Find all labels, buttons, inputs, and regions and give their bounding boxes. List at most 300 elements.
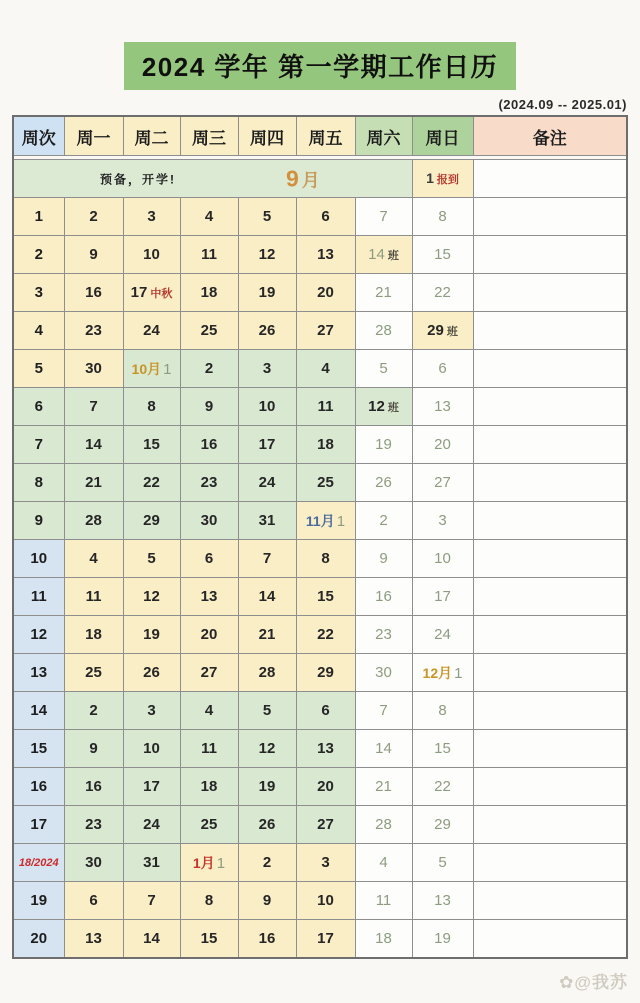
day-cell	[296, 540, 355, 578]
day-cell	[64, 540, 123, 578]
day-cell	[355, 312, 412, 350]
day-cell	[123, 464, 180, 502]
day-cell	[123, 616, 180, 654]
day-number: 1	[336, 512, 346, 530]
day-cell	[180, 540, 238, 578]
day-number: 19	[375, 436, 392, 453]
day-number: 3	[262, 360, 272, 377]
day-number: 31	[258, 512, 276, 529]
day-cell	[123, 312, 180, 350]
day-number: 23	[375, 626, 392, 643]
day-cell	[123, 198, 180, 236]
calendar-table	[12, 115, 628, 959]
day-cell	[64, 426, 123, 464]
column-header: 周五	[296, 116, 355, 156]
day-number: 11	[201, 246, 217, 263]
day-number: 21	[375, 778, 392, 795]
day-cell	[296, 502, 355, 540]
day-cell	[412, 806, 473, 844]
day-cell	[238, 464, 296, 502]
day-cell	[238, 502, 296, 540]
week-row	[13, 464, 627, 502]
day-number: 2	[379, 512, 388, 529]
day-number: 5	[438, 854, 447, 871]
day-number: 10	[258, 398, 276, 415]
day-number: 17	[130, 284, 148, 301]
first-sunday-cell	[412, 160, 473, 198]
day-cell	[238, 882, 296, 920]
day-cell	[355, 274, 412, 312]
day-number: 16	[85, 284, 102, 301]
month-label	[286, 165, 320, 192]
week-number-cell: 16	[13, 768, 64, 806]
week-row	[13, 388, 627, 426]
day-number: 20	[317, 778, 334, 795]
day-cell	[123, 388, 180, 426]
day-cell	[412, 274, 473, 312]
day-cell	[64, 578, 123, 616]
column-header: 周次	[13, 116, 64, 156]
day-cell	[238, 654, 296, 692]
day-cell	[296, 768, 355, 806]
day-cell	[123, 426, 180, 464]
day-number: 23	[200, 474, 218, 491]
day-cell	[296, 654, 355, 692]
day-cell	[180, 198, 238, 236]
column-header: 周三	[180, 116, 238, 156]
day-number: 30	[85, 854, 102, 871]
day-cell	[123, 768, 180, 806]
day-cell	[238, 312, 296, 350]
day-cell	[64, 654, 123, 692]
header-row	[13, 116, 627, 156]
remark-cell	[473, 426, 627, 464]
day-number: 28	[375, 816, 392, 833]
week-number-cell: 15	[13, 730, 64, 768]
week-number-cell: 18/2024	[13, 844, 64, 882]
day-cell	[64, 616, 123, 654]
day-cell	[355, 540, 412, 578]
day-cell	[238, 388, 296, 426]
day-cell	[64, 692, 123, 730]
day-tag: 班	[446, 326, 458, 338]
day-cell	[412, 388, 473, 426]
remark-cell	[473, 198, 627, 236]
day-number: 22	[317, 626, 334, 643]
month-marker: 11月	[305, 512, 335, 529]
day-cell	[355, 806, 412, 844]
day-number: 8	[147, 398, 156, 415]
day-cell	[123, 920, 180, 959]
day-number: 23	[85, 816, 102, 833]
day-cell	[180, 844, 238, 882]
day-cell	[355, 388, 412, 426]
day-number: 6	[321, 208, 330, 225]
week-row	[13, 768, 627, 806]
day-number: 15	[200, 930, 218, 947]
week-number-cell: 9	[13, 502, 64, 540]
day-number: 21	[258, 626, 276, 643]
day-cell	[296, 616, 355, 654]
day-cell	[64, 464, 123, 502]
day-cell	[180, 578, 238, 616]
day-number: 6	[89, 892, 98, 909]
day-cell	[238, 426, 296, 464]
day-cell	[296, 464, 355, 502]
day-number: 9	[89, 246, 98, 263]
week-number-cell: 14	[13, 692, 64, 730]
watermark	[559, 968, 628, 993]
day-cell	[123, 730, 180, 768]
day-cell	[238, 730, 296, 768]
day-cell	[64, 730, 123, 768]
day-number: 16	[258, 930, 276, 947]
column-header: 周日	[412, 116, 473, 156]
day-cell	[412, 540, 473, 578]
day-number: 12	[258, 740, 276, 757]
week-row	[13, 882, 627, 920]
week-row	[13, 578, 627, 616]
day-number: 2	[204, 360, 214, 377]
remark-cell	[473, 730, 627, 768]
day-cell	[355, 198, 412, 236]
day-cell	[123, 236, 180, 274]
day-cell	[412, 654, 473, 692]
day-cell	[355, 882, 412, 920]
week-row	[13, 616, 627, 654]
day-number: 11	[375, 892, 392, 909]
page-title: 2024 学年 第一学期工作日历	[124, 42, 516, 90]
day-cell	[238, 274, 296, 312]
day-number: 1	[216, 854, 226, 872]
day-number: 18	[317, 436, 334, 453]
day-number: 9	[204, 398, 214, 415]
day-number: 5	[262, 702, 272, 719]
day-cell	[180, 654, 238, 692]
day-number: 1	[426, 169, 434, 186]
day-number: 3	[147, 702, 156, 719]
day-number: 24	[434, 626, 451, 643]
remark-cell	[473, 882, 627, 920]
day-number: 24	[143, 322, 160, 339]
day-number: 4	[204, 208, 214, 225]
day-cell	[355, 692, 412, 730]
day-cell	[355, 654, 412, 692]
column-header: 备注	[473, 116, 627, 156]
day-number: 8	[204, 892, 214, 909]
day-cell	[180, 920, 238, 959]
day-tag: 中秋	[150, 288, 173, 300]
day-cell	[64, 236, 123, 274]
day-number: 7	[89, 398, 98, 415]
week-number-cell: 3	[13, 274, 64, 312]
week-row	[13, 426, 627, 464]
day-number: 7	[262, 550, 272, 567]
day-number: 19	[258, 778, 276, 795]
day-number: 15	[434, 740, 451, 757]
remark-cell	[473, 502, 627, 540]
week-row	[13, 692, 627, 730]
day-cell	[180, 502, 238, 540]
day-cell	[64, 312, 123, 350]
day-number: 12	[143, 588, 160, 605]
day-number: 8	[438, 208, 447, 225]
day-number: 7	[379, 208, 388, 225]
day-number: 13	[434, 892, 451, 909]
day-number: 17	[258, 436, 276, 453]
day-number: 10	[143, 740, 160, 757]
month-marker: 10月	[131, 360, 162, 377]
week-number-cell: 10	[13, 540, 64, 578]
day-cell	[123, 654, 180, 692]
day-cell	[64, 920, 123, 959]
day-number: 5	[379, 360, 388, 377]
remark-cell	[473, 616, 627, 654]
column-header: 周二	[123, 116, 180, 156]
day-number: 6	[204, 550, 214, 567]
week-row	[13, 540, 627, 578]
day-cell	[296, 274, 355, 312]
week-number-cell: 20	[13, 920, 64, 959]
day-number: 13	[434, 398, 451, 415]
day-number: 15	[434, 246, 451, 263]
week-row	[13, 806, 627, 844]
remark-cell	[473, 806, 627, 844]
day-number: 2	[89, 208, 98, 225]
day-tag: 报到	[436, 173, 459, 186]
remark-cell	[473, 388, 627, 426]
day-cell	[412, 312, 473, 350]
day-number: 2	[262, 854, 272, 871]
week-number-cell: 11	[13, 578, 64, 616]
calendar-header	[13, 116, 627, 156]
day-cell	[64, 350, 123, 388]
day-cell	[296, 806, 355, 844]
day-cell	[123, 578, 180, 616]
day-cell	[64, 388, 123, 426]
day-number: 27	[200, 664, 218, 681]
day-tag: 班	[387, 250, 399, 262]
day-number: 8	[438, 702, 447, 719]
day-cell	[412, 236, 473, 274]
week-number-cell: 13	[13, 654, 64, 692]
day-number: 5	[262, 208, 272, 225]
day-number: 17	[434, 588, 451, 605]
day-cell	[412, 578, 473, 616]
day-cell	[296, 350, 355, 388]
day-cell	[64, 844, 123, 882]
day-number: 16	[375, 588, 392, 605]
day-cell	[296, 730, 355, 768]
day-number: 4	[89, 550, 98, 567]
day-number: 15	[143, 436, 160, 453]
day-cell	[412, 920, 473, 959]
day-number: 14	[85, 436, 102, 453]
day-cell	[296, 426, 355, 464]
day-number: 10	[143, 246, 160, 263]
paw-icon: ✿	[559, 973, 575, 992]
day-cell	[296, 882, 355, 920]
day-cell	[238, 920, 296, 959]
day-cell	[180, 312, 238, 350]
day-cell	[238, 236, 296, 274]
day-cell	[412, 616, 473, 654]
day-number: 23	[85, 322, 102, 339]
day-number: 19	[434, 930, 451, 947]
day-cell	[180, 616, 238, 654]
day-cell	[355, 768, 412, 806]
day-number: 18	[85, 626, 102, 643]
day-cell	[238, 350, 296, 388]
day-number: 27	[434, 474, 451, 491]
month-note: 预备，开学!	[100, 172, 176, 186]
column-header: 周一	[64, 116, 123, 156]
day-number: 4	[204, 702, 214, 719]
day-cell	[296, 198, 355, 236]
day-cell	[296, 236, 355, 274]
day-number: 5	[147, 550, 156, 567]
day-number: 18	[375, 930, 392, 947]
day-number: 30	[85, 360, 102, 377]
day-number: 14	[258, 588, 276, 605]
remark-cell	[473, 920, 627, 959]
day-cell	[180, 426, 238, 464]
day-cell	[296, 388, 355, 426]
day-number: 19	[258, 284, 276, 301]
day-number: 22	[434, 778, 451, 795]
day-cell	[412, 882, 473, 920]
day-number: 30	[200, 512, 218, 529]
day-cell	[412, 426, 473, 464]
day-cell	[180, 388, 238, 426]
day-cell	[355, 426, 412, 464]
day-number: 7	[147, 892, 156, 909]
week-number-cell: 4	[13, 312, 64, 350]
day-number: 3	[321, 854, 330, 871]
day-cell	[412, 844, 473, 882]
day-number: 8	[321, 550, 330, 567]
day-cell	[355, 236, 412, 274]
day-cell	[412, 692, 473, 730]
day-number: 26	[375, 474, 392, 491]
day-cell	[355, 730, 412, 768]
column-header: 周四	[238, 116, 296, 156]
day-cell	[412, 464, 473, 502]
month-digit: 9	[286, 165, 299, 191]
week-row	[13, 502, 627, 540]
week-row	[13, 730, 627, 768]
day-cell	[412, 350, 473, 388]
day-number: 28	[375, 322, 392, 339]
day-cell	[296, 692, 355, 730]
week-row	[13, 350, 627, 388]
day-number: 29	[427, 322, 444, 339]
day-number: 22	[143, 474, 160, 491]
day-number: 7	[379, 702, 388, 719]
remark-cell	[473, 312, 627, 350]
day-number: 30	[375, 664, 392, 681]
day-cell	[238, 198, 296, 236]
week-row	[13, 844, 627, 882]
week-row	[13, 236, 627, 274]
day-number: 16	[85, 778, 102, 795]
day-number: 1	[163, 360, 172, 378]
day-number: 24	[258, 474, 276, 491]
month-banner-cell	[13, 160, 412, 198]
day-cell	[123, 540, 180, 578]
day-number: 9	[262, 892, 272, 909]
day-number: 14	[143, 930, 160, 947]
month-unit: 月	[301, 170, 320, 190]
day-cell	[296, 844, 355, 882]
day-cell	[64, 198, 123, 236]
remark-cell	[473, 274, 627, 312]
day-number: 26	[258, 322, 276, 339]
day-cell	[64, 806, 123, 844]
week-number-cell: 2	[13, 236, 64, 274]
week-row	[13, 312, 627, 350]
day-cell	[180, 806, 238, 844]
day-cell	[412, 768, 473, 806]
day-number: 29	[317, 664, 334, 681]
day-number: 24	[143, 816, 160, 833]
day-cell	[64, 274, 123, 312]
day-cell	[238, 768, 296, 806]
day-cell	[412, 502, 473, 540]
day-cell	[180, 692, 238, 730]
day-number: 19	[143, 626, 160, 643]
day-number: 15	[317, 588, 334, 605]
day-cell	[64, 768, 123, 806]
day-cell	[180, 236, 238, 274]
day-number: 25	[200, 322, 218, 339]
day-number: 27	[317, 816, 334, 833]
week-number-cell: 1	[13, 198, 64, 236]
day-number: 6	[321, 702, 330, 719]
day-cell	[412, 198, 473, 236]
week-number-cell: 7	[13, 426, 64, 464]
month-marker: 1月	[192, 854, 215, 871]
day-cell	[355, 616, 412, 654]
week-number-cell: 6	[13, 388, 64, 426]
day-cell	[64, 882, 123, 920]
day-number: 13	[85, 930, 102, 947]
day-number: 14	[375, 740, 392, 757]
week-row	[13, 198, 627, 236]
day-cell	[355, 844, 412, 882]
day-number: 13	[317, 740, 334, 757]
day-number: 20	[200, 626, 218, 643]
remark-cell	[473, 768, 627, 806]
day-cell	[123, 274, 180, 312]
day-number: 21	[85, 474, 102, 491]
day-number: 6	[438, 360, 447, 377]
week-number-cell: 8	[13, 464, 64, 502]
remark-cell	[473, 654, 627, 692]
day-cell	[180, 768, 238, 806]
day-cell	[355, 578, 412, 616]
remark-cell	[473, 692, 627, 730]
day-cell	[123, 350, 180, 388]
day-number: 20	[317, 284, 334, 301]
watermark-label: @我苏	[574, 973, 628, 992]
day-number: 3	[147, 208, 156, 225]
week-row	[13, 274, 627, 312]
day-number: 28	[85, 512, 102, 529]
day-number: 26	[143, 664, 160, 681]
day-cell	[355, 502, 412, 540]
day-number: 11	[201, 740, 217, 757]
